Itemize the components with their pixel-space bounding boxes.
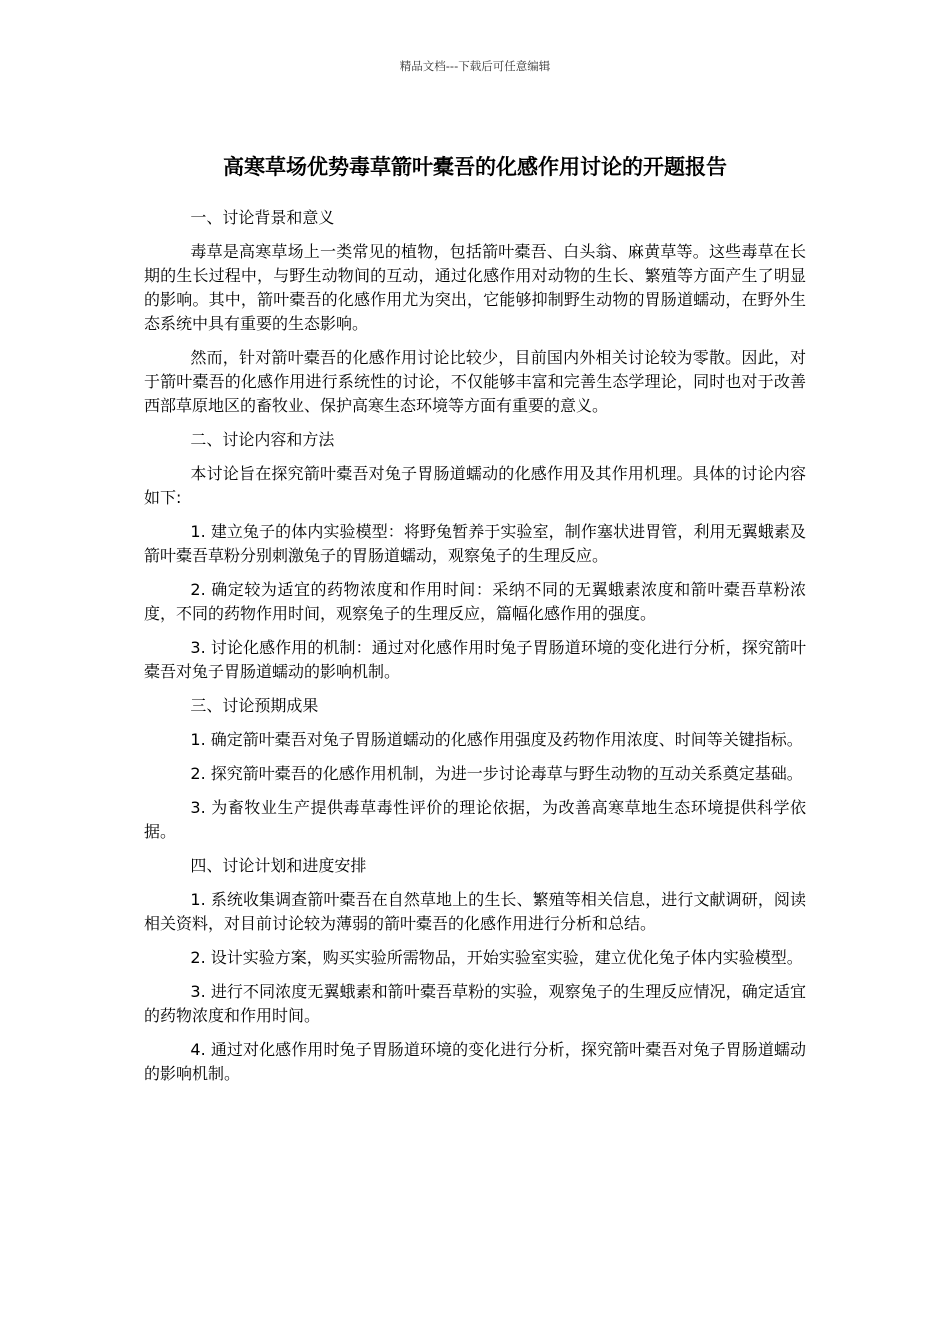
paragraph-content-intro: 本讨论旨在探究箭叶橐吾对兔子胃肠道蠕动的化感作用及其作用机理。具体的讨论内容如下: (144, 464, 806, 507)
section-heading-background: 一、讨论背景和意义 (190, 208, 335, 227)
list-item-results-1: 1. 确定箭叶橐吾对兔子胃肠道蠕动的化感作用强度及药物作用浓度、时间等关键指标。 (190, 730, 803, 749)
list-item-results-2: 2. 探究箭叶橐吾的化感作用机制，为进一步讨论毒草与野生动物的互动关系奠定基础。 (190, 764, 803, 783)
list-item-content-1: 1. 建立兔子的体内实验模型：将野兔暂养于实验室，制作塞状进胃管，利用无翼蛾素及箭叶橐吾草粉分别刺激兔子的胃肠道蠕动，观察兔子的生理反应。 (144, 522, 806, 565)
paragraph-background-2: 然而，针对箭叶橐吾的化感作用讨论比较少，目前国内外相关讨论较为零散。因此，对于箭叶橐吾的化感作用进行系统性的讨论，不仅能够丰富和完善生态学理论，同时也对于改善西部草原地区的畜牧业、保护高寒生态环境等方面有重要的意义。 (144, 348, 806, 415)
document-title: 高寒草场优势毒草箭叶橐吾的化感作用讨论的开题报告 (223, 155, 727, 180)
paragraph-background-1: 毒草是高寒草场上一类常见的植物，包括箭叶橐吾、白头翁、麻黄草等。这些毒草在长期的生长过程中，与野生动物间的互动，通过化感作用对动物的生长、繁殖等方面产生了明显的影响。其中，箭叶橐吾的化感作用尤为突出，它能够抑制野生动物的胃肠道蠕动，在野外生态系统中具有重要的生态影响。 (144, 242, 806, 333)
document-body (144, 206, 806, 1096)
list-item-content-3: 3. 讨论化感作用的机制：通过对化感作用时兔子胃肠道环境的变化进行分析，探究箭叶橐吾对兔子胃肠道蠕动的影响机制。 (144, 638, 806, 681)
list-item-plan-2: 2. 设计实验方案，购买实验所需物品，开始实验室实验，建立优化兔子体内实验模型。 (190, 948, 803, 967)
section-heading-expected-results: 三、讨论预期成果 (190, 696, 319, 715)
section-heading-plan-schedule: 四、讨论计划和进度安排 (190, 856, 367, 875)
list-item-content-2: 2. 确定较为适宜的药物浓度和作用时间：采纳不同的无翼蛾素浓度和箭叶橐吾草粉浓度，不同的药物作用时间，观察兔子的生理反应，篇幅化感作用的强度。 (144, 580, 806, 623)
list-item-plan-4: 4. 通过对化感作用时兔子胃肠道环境的变化进行分析，探究箭叶橐吾对兔子胃肠道蠕动的影响机制。 (144, 1040, 806, 1083)
list-item-plan-3: 3. 进行不同浓度无翼蛾素和箭叶橐吾草粉的实验，观察兔子的生理反应情况，确定适宜的药物浓度和作用时间。 (144, 982, 806, 1025)
section-heading-content-methods: 二、讨论内容和方法 (190, 430, 335, 449)
list-item-results-3: 3. 为畜牧业生产提供毒草毒性评价的理论依据，为改善高寒草地生态环境提供科学依据。 (144, 798, 806, 841)
header-note: 精品文档---下载后可任意编辑 (399, 59, 551, 73)
list-item-plan-1: 1. 系统收集调查箭叶橐吾在自然草地上的生长、繁殖等相关信息，进行文献调研，阅读相关资料，对目前讨论较为薄弱的箭叶橐吾的化感作用进行分析和总结。 (144, 890, 806, 933)
